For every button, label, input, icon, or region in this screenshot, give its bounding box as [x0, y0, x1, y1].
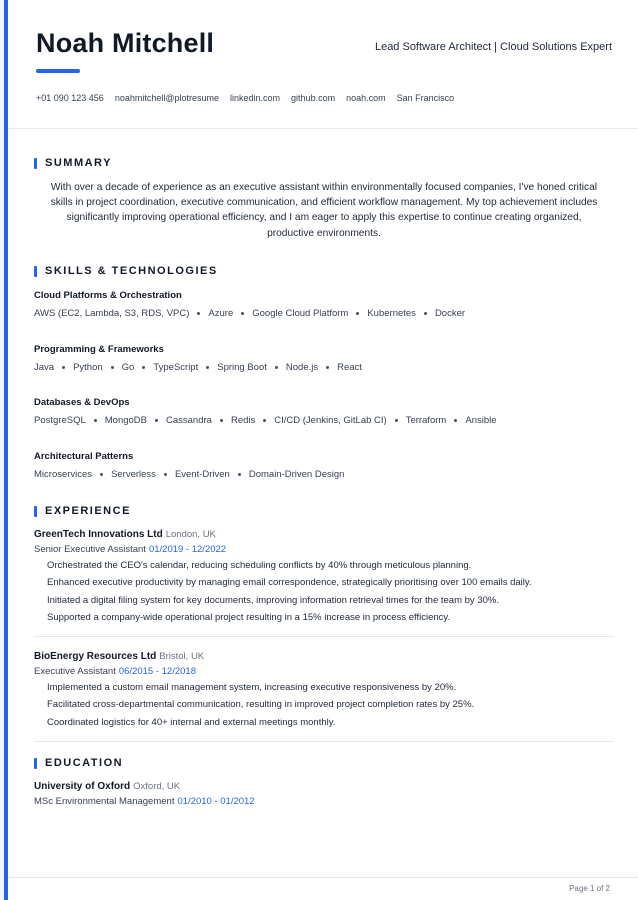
degree-name: MSc Environmental Management: [34, 796, 175, 807]
section-heading: [34, 156, 614, 170]
skills-heading: SKILLS & TECHNOLOGIES: [45, 265, 218, 277]
separator-dot: [356, 312, 359, 315]
candidate-name: Noah Mitchell: [36, 28, 215, 58]
separator-dot: [111, 366, 114, 369]
separator-dot: [275, 366, 278, 369]
skill-item: Docker: [434, 308, 466, 319]
skill-item: MongoDB: [104, 415, 147, 426]
skill-group: [34, 451, 614, 480]
skill-item: Microservices: [34, 469, 93, 480]
job-divider: [34, 636, 614, 637]
accent-bar: [4, 0, 8, 900]
contact-phone[interactable]: +01 090 123 456: [36, 93, 104, 103]
job-bullet: Facilitated cross-departmental communication, resulting in improved project completion rates by 25%.: [47, 699, 475, 711]
section-heading: [34, 504, 614, 518]
job-bullet: Implemented a custom email management system, increasing executive responsiveness by 20%.: [47, 682, 457, 693]
education-section: [34, 756, 614, 807]
skill-group-title: Cloud Platforms & Orchestration: [34, 290, 182, 301]
skill-item: Kubernetes: [367, 308, 416, 319]
job-location: Bristol, UK: [159, 651, 205, 662]
skill-item: Ansible: [465, 415, 497, 426]
skill-list: [34, 362, 614, 373]
contact-email[interactable]: noahmitchell@plotresume: [114, 93, 220, 103]
separator-dot: [424, 312, 427, 315]
heading-marker: [34, 158, 37, 169]
separator-dot: [238, 473, 241, 476]
separator-dot: [100, 473, 103, 476]
skill-item: Cassandra: [166, 415, 212, 426]
separator-dot: [142, 366, 145, 369]
separator-dot: [220, 419, 223, 422]
skill-item: Terraform: [405, 415, 447, 426]
separator-dot: [164, 473, 167, 476]
contact-website[interactable]: noah.com: [346, 93, 386, 103]
skill-group: [34, 290, 614, 319]
skill-item: Domain-Driven Design: [248, 469, 345, 480]
education-heading: EDUCATION: [45, 757, 124, 769]
separator-dot: [241, 312, 244, 315]
skill-item: React: [337, 362, 362, 373]
job-bullet: Enhanced executive productivity by managing email correspondence, strategically prioritising over 100 emails daily.: [47, 577, 532, 589]
contact-github[interactable]: github.com: [291, 93, 336, 103]
separator-dot: [94, 419, 97, 422]
skill-item: Java: [34, 362, 55, 373]
separator-dot: [197, 312, 200, 315]
job-role: Executive Assistant: [34, 666, 116, 677]
contact-linkedin[interactable]: linkedin.com: [230, 93, 281, 103]
separator-dot: [206, 366, 209, 369]
name-underline: [36, 69, 80, 73]
section-heading: [34, 756, 614, 770]
skill-list: [34, 415, 614, 426]
skill-item: Redis: [230, 415, 256, 426]
separator-dot: [263, 419, 266, 422]
section-heading: [34, 264, 614, 278]
skill-item: TypeScript: [153, 362, 199, 373]
job-bullets: [34, 679, 614, 731]
job-bullets: [34, 557, 614, 626]
job-bullet: Orchestrated the CEO's calendar, reducing scheduling conflicts by 40% through meticulous planning.: [47, 560, 472, 571]
company-name: GreenTech Innovations Ltd: [34, 529, 163, 540]
job-bullet: Initiated a digital filing system for key documents, improving information retrieval times for the team by 30%.: [47, 594, 499, 606]
skill-item: Go: [121, 362, 135, 373]
resume-header: [36, 28, 612, 78]
job-location: London, UK: [165, 529, 216, 540]
job-entry: [34, 529, 614, 626]
company-name: BioEnergy Resources Ltd: [34, 651, 157, 662]
separator-dot: [395, 419, 398, 422]
school-name: University of Oxford: [34, 781, 131, 792]
skill-item: Python: [73, 362, 103, 373]
job-dates: 06/2015 - 12/2018: [118, 666, 196, 677]
heading-marker: [34, 506, 37, 517]
skill-item: Spring Boot: [217, 362, 267, 373]
job-divider: [34, 741, 614, 742]
skill-list: [34, 469, 614, 480]
separator-dot: [155, 419, 158, 422]
summary-heading: SUMMARY: [45, 157, 112, 169]
skill-group-title: Programming & Frameworks: [34, 344, 164, 355]
separator-dot: [62, 366, 65, 369]
header-divider: [8, 128, 638, 129]
job-dates: 01/2019 - 12/2022: [148, 544, 227, 555]
job-bullet: Coordinated logistics for 40+ internal and external meetings monthly.: [47, 716, 336, 728]
separator-dot: [454, 419, 457, 422]
skill-list: [34, 308, 614, 319]
contact-location: San Francisco: [396, 93, 455, 103]
skill-item: Serverless: [111, 469, 156, 480]
skill-group-title: Architectural Patterns: [34, 451, 134, 462]
separator-dot: [326, 366, 329, 369]
candidate-title: Lead Software Architect | Cloud Solutions Expert: [374, 41, 612, 53]
summary-section: [34, 156, 614, 241]
heading-marker: [34, 758, 37, 769]
skill-group: [34, 397, 614, 426]
skills-section: [34, 264, 614, 484]
footer-divider: [8, 877, 638, 878]
experience-heading: EXPERIENCE: [45, 505, 131, 517]
skill-item: Google Cloud Platform: [252, 308, 349, 319]
job-bullet: Supported a company-wide operational project resulting in a 15% increase in process efficiency.: [47, 611, 451, 623]
skill-item: Event-Driven: [174, 469, 230, 480]
skill-group-title: Databases & DevOps: [34, 397, 130, 408]
skill-group: [34, 344, 614, 373]
education-dates: 01/2010 - 01/2012: [177, 796, 255, 807]
contact-list: [36, 93, 454, 103]
skill-item: CI/CD (Jenkins, GitLab CI): [274, 415, 387, 426]
job-entry: [34, 651, 614, 731]
skill-item: AWS (EC2, Lambda, S3, RDS, VPC): [34, 308, 190, 319]
skill-item: Azure: [208, 308, 234, 319]
job-role: Senior Executive Assistant: [34, 544, 146, 555]
summary-text: With over a decade of experience as an executive assistant within environmentally focused companies, I've honed critical skills in project coordination, executive communication, and efficient workflow management. My top achievement includes significantly improving operational efficiency, and I am eager to apply this expertise to continue creating organized, productive environments.: [50, 182, 598, 239]
heading-marker: [34, 266, 37, 277]
skill-item: Node.js: [285, 362, 319, 373]
experience-section: [34, 504, 614, 744]
school-location: Oxford, UK: [133, 781, 181, 792]
page-number: Page 1 of 2: [569, 884, 610, 893]
skill-item: PostgreSQL: [34, 415, 86, 426]
